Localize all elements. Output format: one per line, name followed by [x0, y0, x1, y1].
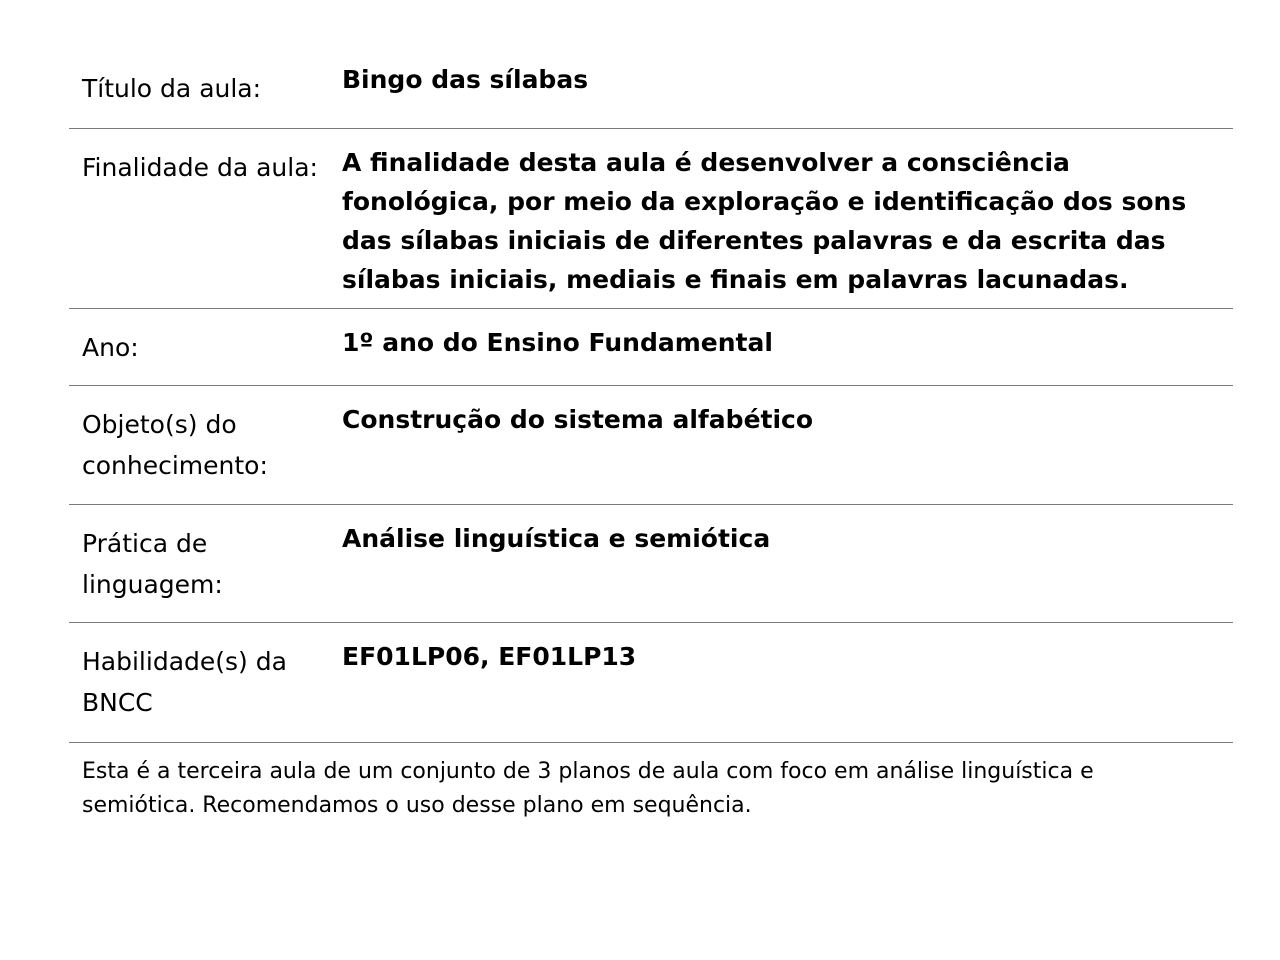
- row-school-year: [69, 308, 1233, 385]
- language-practice-value: Análise linguística e semiótica: [328, 504, 1233, 622]
- knowledge-objects-value: Construção do sistema alfabético: [328, 385, 1233, 504]
- lesson-title-label: Título da aula:: [69, 48, 328, 128]
- row-lesson-purpose: [69, 128, 1233, 308]
- lesson-plan-sheet: [69, 48, 1233, 823]
- bncc-skills-label: Habilidade(s) da BNCC: [69, 622, 328, 742]
- school-year-value: 1º ano do Ensino Fundamental: [328, 308, 1233, 385]
- language-practice-label: Prática de linguagem:: [69, 504, 328, 622]
- row-language-practice: [69, 504, 1233, 622]
- row-bncc-skills: [69, 622, 1233, 742]
- lesson-purpose-value: A finalidade desta aula é desenvolver a consciência fonológica, por meio da exploração e identificação dos sons das sílabas iniciais de diferentes palavras e da escrita das sílabas iniciais, mediais e finais em palavras lacunadas.: [328, 128, 1233, 308]
- lesson-title-value: Bingo das sílabas: [328, 48, 1233, 128]
- row-lesson-title: [69, 48, 1233, 128]
- bncc-skills-value: EF01LP06, EF01LP13: [328, 622, 1233, 742]
- school-year-label: Ano:: [69, 308, 328, 385]
- lesson-info-table: [69, 48, 1233, 743]
- lesson-purpose-label: Finalidade da aula:: [69, 128, 328, 308]
- row-knowledge-objects: [69, 385, 1233, 504]
- sequence-note: Esta é a terceira aula de um conjunto de 3 planos de aula com foco em análise linguística e semiótica. Recomendamos o uso desse plano em sequência.: [82, 758, 1094, 818]
- knowledge-objects-label: Objeto(s) do conhecimento:: [69, 385, 328, 504]
